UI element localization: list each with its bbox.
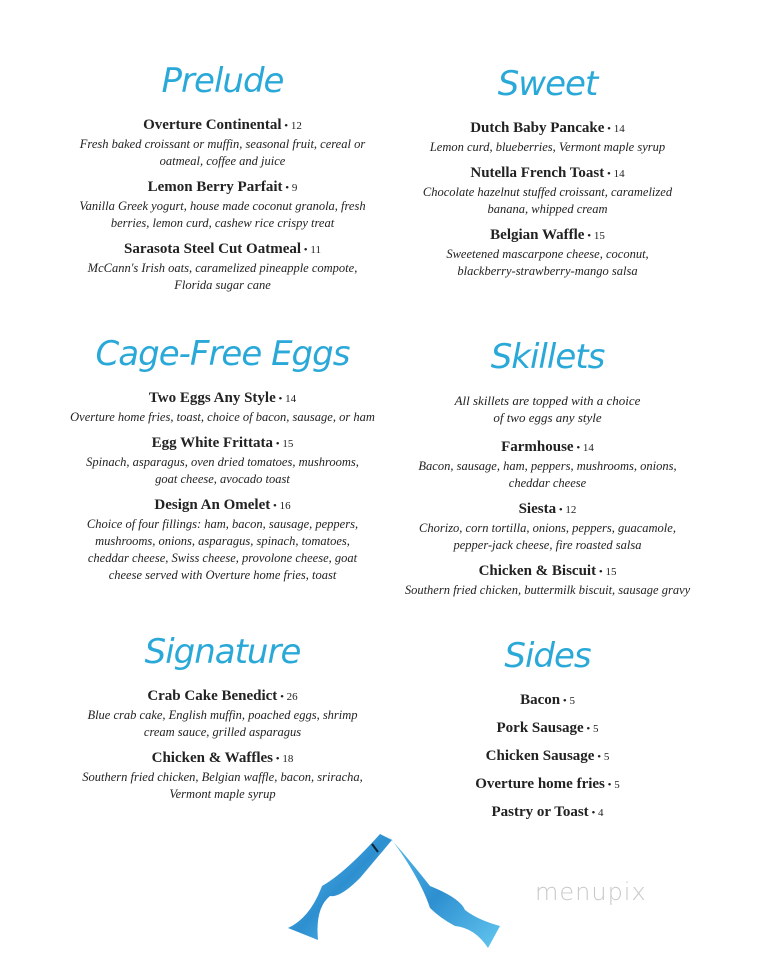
menupix-watermark: menupix [535, 878, 647, 906]
item-name: Pork Sausage [496, 720, 584, 736]
section-note [390, 392, 705, 426]
item-title [390, 438, 705, 458]
item-description: goat cheese, avocado toast [155, 472, 290, 486]
bowtie-illustration [280, 828, 520, 958]
item-title [390, 775, 705, 795]
item-description: banana, whipped cream [487, 202, 608, 216]
menu-item-chicken-waffles [55, 749, 390, 803]
item-name: Siesta [518, 501, 557, 517]
price-separator: • [573, 442, 583, 454]
price-separator: • [596, 566, 606, 578]
price-separator: • [281, 120, 291, 132]
price-separator: • [270, 500, 280, 512]
menu-item-nutella-french-toast [390, 164, 705, 218]
item-description: Vanilla Greek yogurt, house made coconut granola, fresh [79, 199, 366, 213]
item-price: 4 [598, 807, 604, 819]
price-separator: • [560, 695, 570, 707]
menu-item-dutch-baby-pancake [390, 119, 705, 156]
item-price: 5 [603, 751, 610, 763]
price-separator: • [301, 244, 311, 256]
item-title [390, 691, 705, 711]
item-description: berries, lemon curd, cashew rice crispy treat [110, 216, 335, 230]
item-description: cream sauce, grilled asparagus [143, 725, 302, 739]
item-price: 5 [592, 723, 599, 735]
note-line: All skillets are topped with a choice [454, 393, 641, 408]
item-description: Sweetened mascarpone cheese, coconut, [446, 247, 649, 261]
item-description: cheddar cheese, Swiss cheese, provolone cheese, goat [87, 551, 358, 565]
price-separator: • [275, 393, 286, 405]
item-name: Pastry or Toast [491, 804, 589, 820]
item-price: 5 [614, 779, 620, 791]
item-title [55, 116, 390, 136]
menu-item-sarasota-steel-cut-oatmeal [55, 240, 390, 294]
menu-item-bacon [390, 691, 705, 711]
item-title [390, 164, 705, 184]
item-description: mushrooms, onions, asparagus, spinach, tomatoes, [95, 534, 350, 548]
item-name: Lemon Berry Parfait [147, 179, 283, 195]
section-signature [55, 629, 390, 811]
menu-item-crab-cake-benedict [55, 687, 390, 741]
item-description: cheese served with Overture home fries, toast [108, 568, 337, 582]
item-price: 15 [593, 230, 605, 242]
price-separator: • [604, 168, 614, 180]
item-name: Farmhouse [501, 439, 574, 455]
item-price: 14 [582, 442, 594, 454]
price-separator: • [273, 438, 283, 450]
price-separator: • [282, 182, 292, 194]
item-description: Lemon curd, blueberries, Vermont maple syrup [429, 140, 666, 154]
item-description: Fresh baked croissant or muffin, seasonal fruit, cereal or [79, 137, 366, 151]
item-price: 14 [285, 393, 297, 405]
note-line: of two eggs any style [493, 410, 602, 425]
item-title [390, 803, 705, 823]
item-description: Chorizo, corn tortilla, onions, peppers, guacamole, [419, 521, 676, 535]
item-description: Vermont maple syrup [169, 787, 276, 801]
item-name: Chicken & Waffles [151, 750, 274, 766]
item-name: Overture home fries [475, 776, 605, 792]
section-heading: Sides [504, 636, 591, 676]
menu-item-design-an-omelet [55, 496, 390, 584]
item-price: 11 [310, 244, 321, 256]
item-description: McCann's Irish oats, caramelized pineapple compote, [87, 261, 358, 275]
price-separator: • [584, 230, 594, 242]
menu-item-chicken-sausage [390, 747, 705, 767]
item-price: 16 [279, 500, 291, 512]
menu-item-overture-continental [55, 116, 390, 170]
item-description: cheddar cheese [508, 476, 587, 490]
item-description: Chocolate hazelnut stuffed croissant, caramelized [422, 185, 673, 199]
item-name: Design An Omelet [154, 497, 271, 513]
section-heading: Cage-Free Eggs [95, 334, 350, 374]
item-name: Nutella French Toast [470, 165, 605, 181]
price-separator: • [556, 504, 566, 516]
section-prelude [55, 58, 390, 302]
price-separator: • [594, 751, 604, 763]
item-description: Overture home fries, toast, choice of bacon, sausage, or ham [70, 410, 375, 424]
item-price: 14 [613, 168, 625, 180]
menu-item-two-eggs-any-style [55, 389, 390, 426]
item-title [390, 226, 705, 246]
item-description: oatmeal, coffee and juice [159, 154, 286, 168]
section-heading: Prelude [161, 61, 284, 101]
item-price: 15 [282, 438, 294, 450]
price-separator: • [604, 779, 615, 791]
item-price: 26 [286, 691, 298, 703]
item-price: 12 [565, 504, 577, 516]
section-heading: Skillets [490, 337, 605, 377]
item-title [55, 434, 390, 454]
section-skillets [390, 334, 705, 607]
item-description: Southern fried chicken, Belgian waffle, bacon, sriracha, [82, 770, 363, 784]
menu-item-belgian-waffle [390, 226, 705, 280]
item-name: Crab Cake Benedict [147, 688, 278, 704]
menu-item-pastry-or-toast [390, 803, 705, 823]
item-name: Dutch Baby Pancake [470, 120, 605, 136]
section-sweet [390, 61, 705, 288]
item-description: Choice of four fillings: ham, bacon, sausage, peppers, [86, 517, 359, 531]
item-title [390, 562, 705, 582]
menu-item-overture-home-fries [390, 775, 705, 795]
price-separator: • [588, 807, 599, 819]
item-title [390, 719, 705, 739]
item-description: blackberry-strawberry-mango salsa [457, 264, 638, 278]
item-price: 14 [613, 123, 625, 135]
menu-item-siesta [390, 500, 705, 554]
item-title [55, 178, 390, 198]
item-description: Spinach, asparagus, oven dried tomatoes, mushrooms, [86, 455, 359, 469]
item-name: Chicken Sausage [485, 748, 595, 764]
item-price: 18 [282, 753, 294, 765]
item-name: Egg White Frittata [151, 435, 273, 451]
item-description: Southern fried chicken, buttermilk biscuit, sausage gravy [404, 583, 691, 597]
item-price: 15 [605, 566, 617, 578]
item-title [55, 496, 390, 516]
item-title [55, 389, 390, 409]
item-name: Two Eggs Any Style [148, 390, 276, 406]
item-name: Bacon [520, 692, 561, 708]
item-description: pepper-jack cheese, fire roasted salsa [453, 538, 642, 552]
item-description: Florida sugar cane [174, 278, 271, 292]
item-description: Blue crab cake, English muffin, poached eggs, shrimp [87, 708, 358, 722]
price-separator: • [273, 753, 283, 765]
item-title [390, 119, 705, 139]
price-separator: • [277, 691, 287, 703]
item-name: Chicken & Biscuit [478, 563, 597, 579]
item-price: 9 [291, 182, 298, 194]
item-description: Bacon, sausage, ham, peppers, mushrooms, onions, [418, 459, 677, 473]
item-title [55, 240, 390, 260]
menu-item-lemon-berry-parfait [55, 178, 390, 232]
item-title [55, 687, 390, 707]
price-separator: • [583, 723, 593, 735]
menu-item-farmhouse [390, 438, 705, 492]
item-title [390, 747, 705, 767]
item-name: Sarasota Steel Cut Oatmeal [123, 241, 302, 257]
item-name: Belgian Waffle [490, 227, 585, 243]
item-title [390, 500, 705, 520]
section-heading: Signature [144, 632, 301, 672]
menu-item-pork-sausage [390, 719, 705, 739]
price-separator: • [604, 123, 614, 135]
item-price: 5 [569, 695, 575, 707]
menu-item-chicken-biscuit [390, 562, 705, 599]
menu-item-egg-white-frittata [55, 434, 390, 488]
section-cage-free-eggs [55, 331, 390, 592]
item-name: Overture Continental [143, 117, 282, 133]
item-price: 12 [290, 120, 302, 132]
item-title [55, 749, 390, 769]
section-sides [390, 633, 705, 831]
section-heading: Sweet [497, 64, 598, 104]
